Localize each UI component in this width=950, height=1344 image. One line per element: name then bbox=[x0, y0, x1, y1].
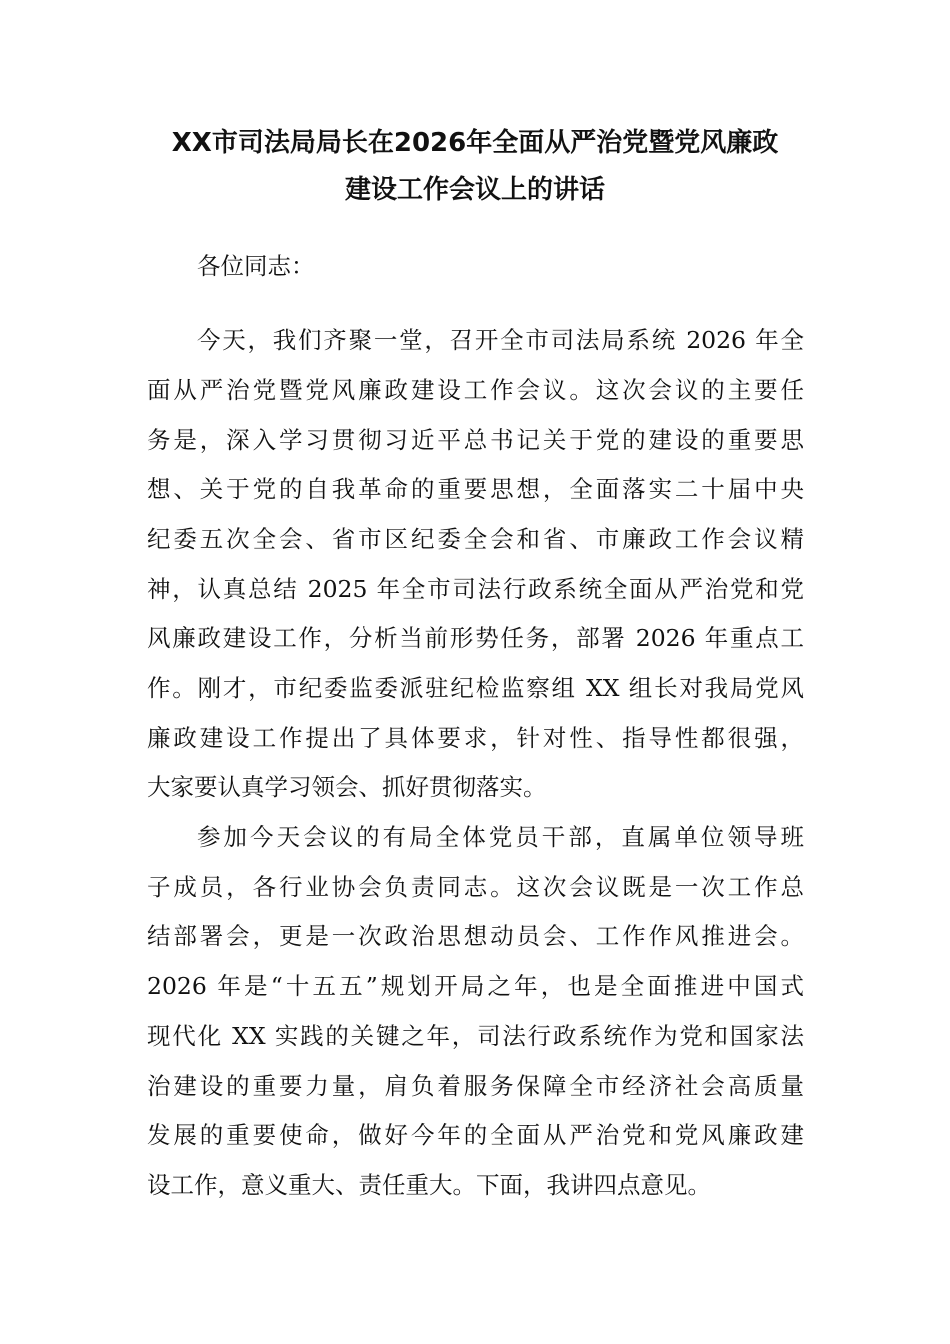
paragraph bbox=[147, 813, 804, 1211]
paragraph-line: 风廉政建设工作，分析当前形势任务，部署 2026 年重点工 bbox=[147, 624, 804, 653]
paragraph-line: 想、关于党的自我革命的重要思想，全面落实二十届中央 bbox=[147, 475, 804, 504]
paragraph-line: 结部署会，更是一次政治思想动员会、工作作风推进会。 bbox=[147, 922, 804, 951]
paragraph-line: 2026 年是“十五五”规划开局之年，也是全面推进中国式 bbox=[147, 972, 804, 1001]
paragraph-line: 设工作，意义重大、责任重大。下面，我讲四点意见。 bbox=[147, 1170, 711, 1199]
paragraph-line: 神，认真总结 2025 年全市司法行政系统全面从严治党和党 bbox=[147, 574, 804, 603]
document-body bbox=[147, 242, 804, 1211]
paragraph-line: 子成员，各行业协会负责同志。这次会议既是一次工作总 bbox=[147, 872, 804, 901]
greeting: 各位同志： bbox=[197, 252, 315, 280]
document-title-line-2: 建设工作会议上的讲话 bbox=[344, 175, 605, 205]
paragraph-line: 廉政建设工作提出了具体要求，针对性、指导性都很强， bbox=[147, 723, 804, 752]
paragraph-line: 大家要认真学习领会、抓好贯彻落实。 bbox=[147, 773, 547, 802]
paragraph-line: 治建设的重要力量，肩负着服务保障全市经济社会高质量 bbox=[147, 1071, 804, 1100]
paragraph-line: 纪委五次全会、省市区纪委全会和省、市廉政工作会议精 bbox=[147, 524, 804, 553]
paragraph-line: 现代化 XX 实践的关键之年，司法行政系统作为党和国家法 bbox=[147, 1021, 804, 1050]
paragraph-line: 面从严治党暨党风廉政建设工作会议。这次会议的主要任 bbox=[147, 375, 804, 404]
paragraph bbox=[147, 316, 804, 813]
paragraph-line: 参加今天会议的有局全体党员干部，直属单位领导班 bbox=[197, 823, 804, 852]
paragraph-line: 今天，我们齐聚一堂，召开全市司法局系统 2026 年全 bbox=[197, 326, 804, 355]
paragraph-line: 作。刚才，市纪委监委派驻纪检监察组 XX 组长对我局党风 bbox=[147, 674, 804, 702]
paragraph-line: 发展的重要使命，做好今年的全面从严治党和党风廉政建 bbox=[147, 1121, 804, 1150]
document-title-line-1: XX市司法局局长在2026年全面从严治党暨党风廉政 bbox=[171, 128, 779, 158]
paragraph-line: 务是，深入学习贯彻习近平总书记关于党的建设的重要思 bbox=[147, 425, 804, 454]
